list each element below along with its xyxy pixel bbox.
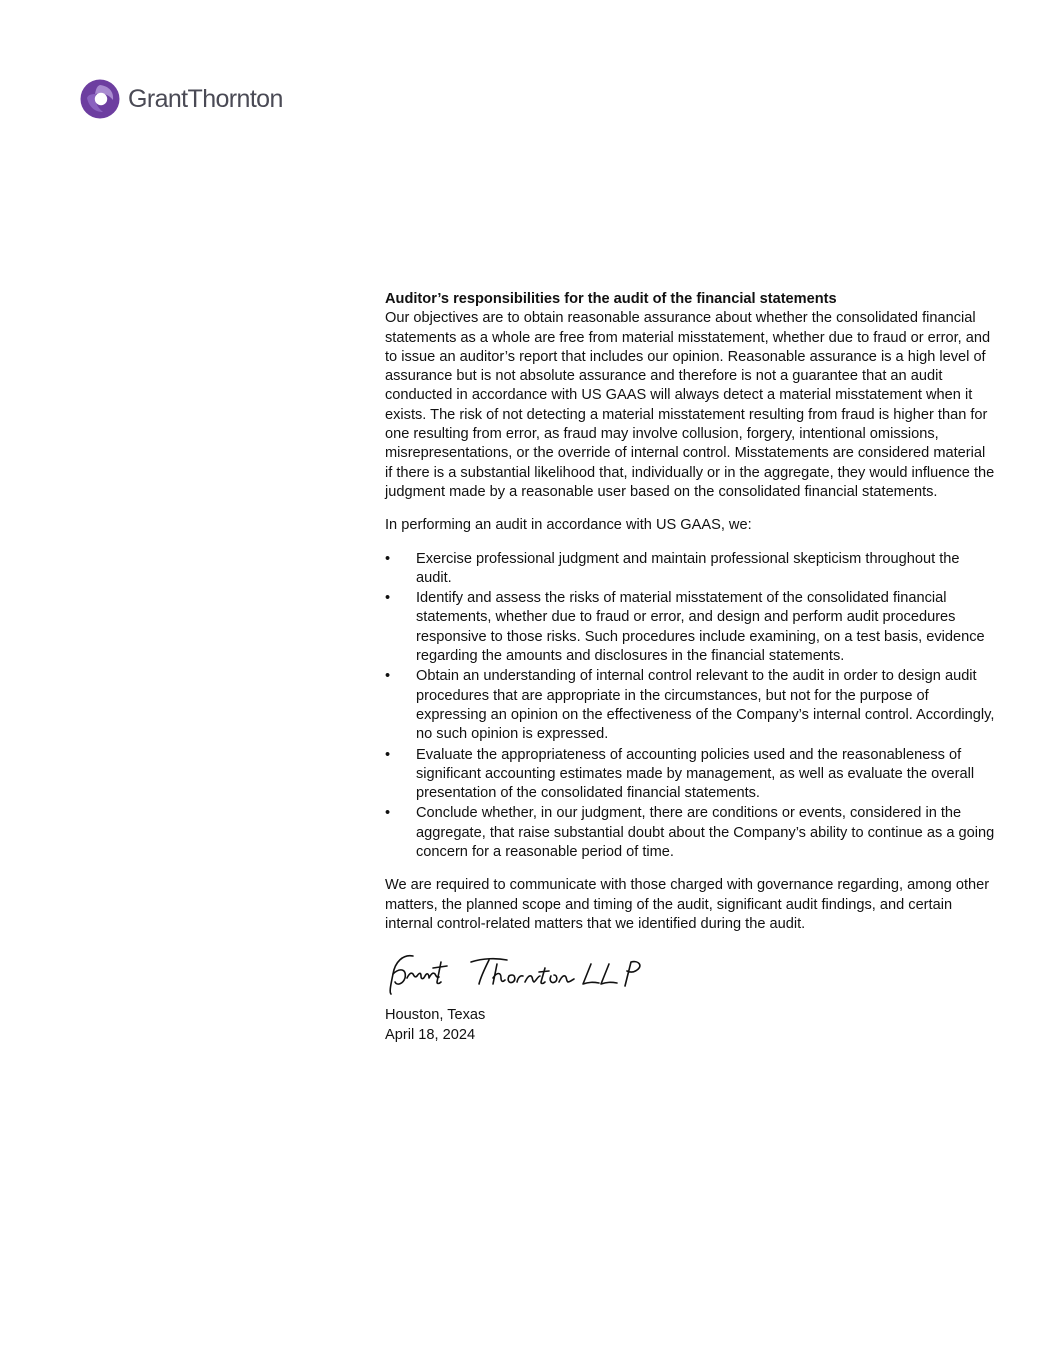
grant-thornton-logo <box>80 78 283 120</box>
list-item <box>385 667 995 744</box>
list-item <box>385 746 995 804</box>
governance-paragraph: We are required to communicate with those charged with governance regarding, among other matters, the planned scope and timing of the audit, significant audit findings, and certain internal control-related matters that we identified during the audit. <box>385 877 990 932</box>
list-item-text: Identify and assess the risks of material misstatement of the consolidated financial statements, whether due to fraud or error, and design and perform audit procedures responsive to those risks. Such procedures include examining, on a test basis, evidence regarding the amounts and disclosures in the financial statements. <box>416 590 985 665</box>
signing-city: Houston, Texas <box>385 1007 486 1024</box>
list-item-text: Evaluate the appropriateness of accounting policies used and the reasonableness of significant accounting estimates made by management, as well as evaluate the overall presentation of the consolidated financial statements. <box>416 746 975 802</box>
objectives-paragraph: Our objectives are to obtain reasonable assurance about whether the consolidated financial statements as a whole are free from material misstatement, whether due to fraud or error, and to issue an auditor’s report that includes our opinion. Reasonable assurance is a high level of assurance but is not absolute assurance and therefore is not a guarantee that an audit conducted in accordance with US GAAS will always detect a material misstatement when it exists. The risk of not detecting a material misstatement resulting from fraud is higher than for one resulting from error, as fraud may involve collusion, forgery, intentional omissions, misrepresentations, or the override of internal control. Misstatements are considered material if there is a substantial likelihood that, individually or in the aggregate, they would influence the judgment made by a reasonable user based on the consolidated financial statements. <box>385 310 995 500</box>
logo-text: GrantThornton <box>128 85 283 113</box>
report-body <box>385 290 995 1045</box>
list-item <box>385 589 995 666</box>
list-item-text: Conclude whether, in our judgment, there are conditions or events, considered in the aggregate, that raise substantial doubt about the Company’s ability to continue as a going concern for a reasonable period of time. <box>416 805 995 861</box>
handwritten-signature <box>385 948 645 1000</box>
grant-thornton-logo-icon <box>80 79 120 119</box>
bullet-icon: • <box>385 590 391 607</box>
bullet-icon: • <box>385 550 391 567</box>
list-item-text: Obtain an understanding of internal control relevant to the audit in order to design audit procedures that are appropriate in the circumstances, but not for the purpose of expressing an opinion on the effectiveness of the Company’s internal control. Accordingly, no such opinion is expressed. <box>416 668 995 743</box>
section-heading: Auditor’s responsibilities for the audit of the financial statements <box>385 291 837 307</box>
procedures-intro: In performing an audit in accordance with US GAAS, we: <box>385 517 752 534</box>
list-item <box>385 550 995 589</box>
bullet-icon: • <box>385 668 391 685</box>
bullet-icon: • <box>385 746 391 763</box>
report-date: April 18, 2024 <box>385 1026 476 1043</box>
list-item-text: Exercise professional judgment and maintain professional skepticism throughout the audit. <box>416 550 960 586</box>
bullet-icon: • <box>385 805 391 822</box>
list-item <box>385 804 995 862</box>
procedures-list <box>385 550 995 863</box>
